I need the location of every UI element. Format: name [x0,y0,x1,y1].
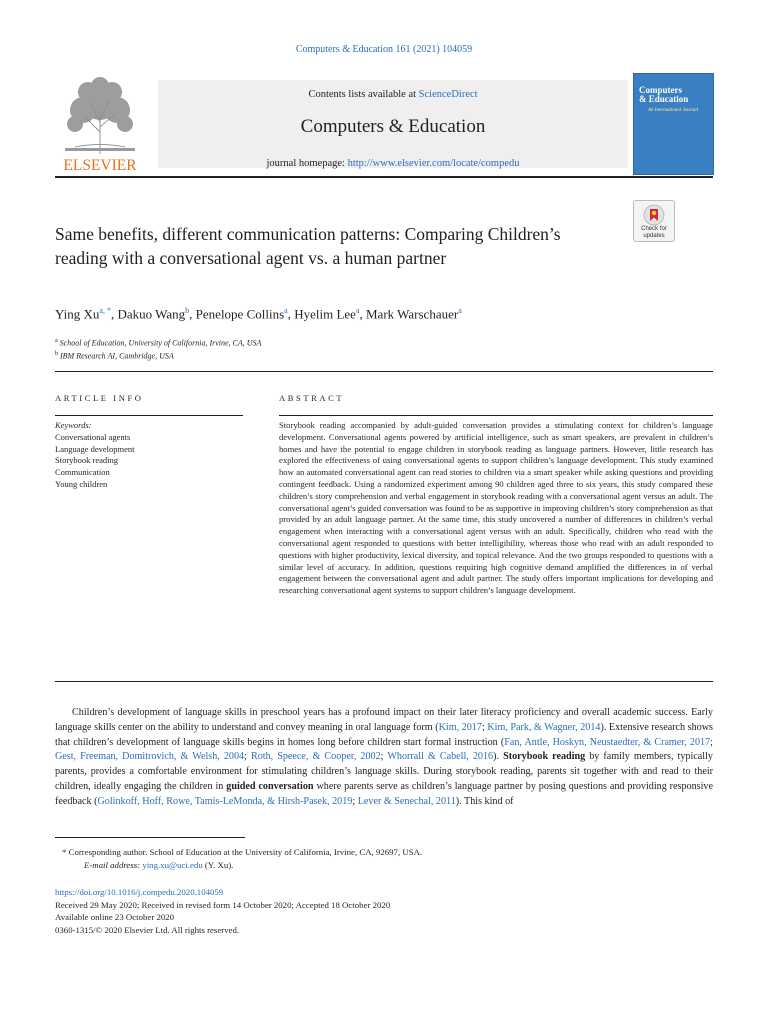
citation-link[interactable]: Fan, Antle, Hoskyn, Neustaedter, & Cramer, 2017 [504,736,711,748]
keywords-list [55,420,135,491]
email-label: E-mail address: [84,860,141,870]
doi-link[interactable]: https://doi.org/10.1016/j.compedu.2020.104059 [55,887,224,897]
body-paragraph: Children’s development of language skills in preschool years has a profound impact on their later literacy proficiency and overall academic success. Early language skills center on the ability to understand and convey meaning in oral language form (Kim, 2017; Kim, Park, & Wagner, 2014). Extensive research shows that children’s development of language skills begins in homes long before children start formal instruction (Fan, Antle, Hoskyn, Neustaedter, & Cramer, 2017; Gest, Freeman, Domitrovich, & Welsh, 2004; Roth, Speece, & Cooper, 2002; Whorrall & Cabell, 2016). Storybook reading by family members, typically parents, provides a comfortable environment for stimulating children’s language skills. During storybook reading, parents sit together with and read to their children, ideally engaging the children in guided conversation where parents serve as children’s language partner by posing questions and providing responsive feedback (Golinkoff, Hoff, Rowe, Tamis-LeMonda, & Hirsh-Pasek, 2019; Lever & Senechal, 2011). This kind of [55,707,713,807]
article-title: Same benefits, different communication patterns: Comparing Children’s reading with a conversational agent vs. a human partner [55,224,561,268]
cover-title-line-1: Computers [639,85,682,95]
author-name[interactable]: Hyelim Lee [294,306,356,322]
section-divider [279,415,713,416]
keywords-label: Keywords: [55,420,92,430]
bookmark-icon [643,204,665,226]
email-line [62,859,422,872]
received-dates: Received 29 May 2020; Received in revised form 14 October 2020; Accepted 18 October 2020 [55,899,391,910]
contents-line [158,89,628,100]
copyright: 0360-1315/© 2020 Elsevier Ltd. All rights reserved. [55,924,240,935]
keyword: Storybook reading [55,455,119,466]
citation-link[interactable]: Golinkoff, Hoff, Rowe, Tamis-LeMonda, & Hirsh-Pasek, 2019 [97,795,353,807]
cover-title-word: Education [648,94,689,104]
author-affiliation-mark[interactable]: a [458,306,462,315]
citation-link[interactable]: Kim, Park, & Wagner, 2014 [487,721,601,733]
body-text-run: Children’s development of language skills in preschool years has a profound impact on their later literacy proficiency and overall academic success. Early language skills center on the ability to understand and convey meaning in oral language form ( [55,707,713,733]
bold-term: guided conversation [226,780,314,792]
available-online: Available online 23 October 2020 [55,912,175,922]
author-affiliation-mark[interactable]: b [185,306,190,315]
citation-link[interactable]: Roth, Speece, & Cooper, 2002 [250,751,381,763]
author-name[interactable]: Mark Warschauer [366,306,459,322]
author-name[interactable]: Ying Xu [55,306,100,322]
elsevier-tree-logo[interactable] [55,72,145,174]
affiliation-text: IBM Research AI, Cambridge, USA [60,351,174,361]
author-affiliation-mark[interactable]: a [284,306,288,315]
journal-title: Computers & Education [300,116,486,137]
affiliations [55,336,261,362]
homepage-line [158,158,628,169]
cover-ampersand: & [639,94,647,104]
citation-link[interactable]: Kim, 2017 [438,721,482,733]
check-for-updates-button[interactable] [633,200,675,242]
author-list: Ying $Xu^{a, *}$, Dakuo Wang$^b$, Penelope Collins$^a$, Hyelim Lee$^a$, Mark Warschauer$^a$ [55,306,462,322]
bold-term: Storybook reading [503,751,586,763]
affiliation-mark: b [55,351,58,358]
citation-link[interactable]: Gest, Freeman, Domitrovich, & Welsh, 2004 [55,751,245,763]
cover-subtitle: An International Journal [648,108,698,113]
body-text-run: ). Extensive research shows that children’s development of language skills begins in homes long before children start formal instruction ( [55,721,713,748]
abstract-heading: ABSTRACT [279,393,345,403]
author-affiliation-mark[interactable]: a, * [99,306,111,315]
footnote [62,846,422,872]
email-suffix: (Y. Xu). [202,860,234,870]
keyword: Communication [55,467,110,478]
section-divider [55,371,713,372]
article-info-heading: ARTICLE INFO [55,393,144,403]
author-name[interactable]: Penelope Collins [195,306,285,322]
journal-homepage-link[interactable]: http://www.elsevier.com/locate/compedu [347,158,520,169]
publisher-wordmark: ELSEVIER [63,157,137,174]
contents-prefix: Contents lists available at [308,89,419,100]
body-text-run: where parents serve as children’s language partner by posing questions and providing responsive feedback ( [55,780,713,807]
citation-link[interactable]: Whorrall & Cabell, 2016 [387,751,494,763]
affiliation [55,349,261,362]
footnote-mark: * [62,847,67,857]
author-name[interactable]: Dakuo Wang [117,306,186,322]
check-for-updates-label: Check for updates [641,226,667,239]
citation-link[interactable]: Lever & Senechal, 2011 [357,795,456,807]
affiliation [55,336,261,349]
cover-title-line-2 [639,95,688,104]
footnote-divider [55,837,245,838]
body-text-run: ). [493,751,504,763]
section-divider [55,681,713,682]
keyword: Conversational agents [55,431,131,442]
email-link[interactable]: ying.xu@uci.edu [142,860,203,870]
cover-title [639,86,688,104]
author-affiliation-mark[interactable]: a [355,306,360,315]
homepage-prefix: journal homepage: [266,158,348,169]
journal-masthead [55,72,713,178]
keyword: Language development [55,443,135,454]
abstract-text: Storybook reading accompanied by adult-guided conversation provides a stimulating context for children’s language development. Conversational agents powered by artificial intelligence, such as smart speakers, are prevalent in children’s homes and have the potential to engage children in storybook reading as language partners. However, little research has explored the effectiveness of using conversational agents to support children’s language development. This study examined how an automated conversational agent can read stories to children via a smart speaker while asking questions and providing contingent feedback. Using a randomized experiment among 90 children aged three to six years, this study compared these children’s story comprehension and verbal engagement in storybook reading with a conversational agent versus an adult. The conversational agent’s guided conversation was found to be as supportive in improving children’s story comprehension as that provided by an adult language partner. At the same time, this study uncovered a number of differences in children’s verbal engagement when interacting with a conversational agent versus with an adult. Specifically, children who read with the conversational agent responded to questions with better intelligibility, whereas those who read with an adult responded to questions with higher productivity, lexical diversity, and topical relevance. And the two groups responded to questions with a similar level of accuracy. In addition, questions requiring high cognitive demand amplified the differences in of verbal engagement between the conversational agent and adult partner. The study offers important implications for developing and researching conversational agent systems to support children’s language development. [279,420,713,596]
body-text-run: by family members, typically parents, provides a comfortable environment for stimulating children’s language skills. During storybook reading, parents sit together with and read to their children, ideally engaging the children in [55,751,713,792]
journal-cover-image[interactable] [633,73,714,175]
body-text-run: ). This kind of [455,795,514,807]
journal-reference-link[interactable]: Computers & Education 161 (2021) 104059 [295,44,473,55]
corresponding-author-note [62,846,422,859]
footnote-text: Corresponding author. School of Education at the University of California, Irvine, CA, 92697, USA. [68,847,423,857]
masthead-band [158,80,628,168]
affiliation-text: School of Education, University of California, Irvine, CA, USA [59,338,262,348]
section-divider [55,415,243,416]
sciencedirect-link[interactable]: ScienceDirect [418,89,478,100]
front-matter [55,886,390,936]
keyword: Young children [55,478,108,489]
affiliation-mark: a [55,338,58,344]
